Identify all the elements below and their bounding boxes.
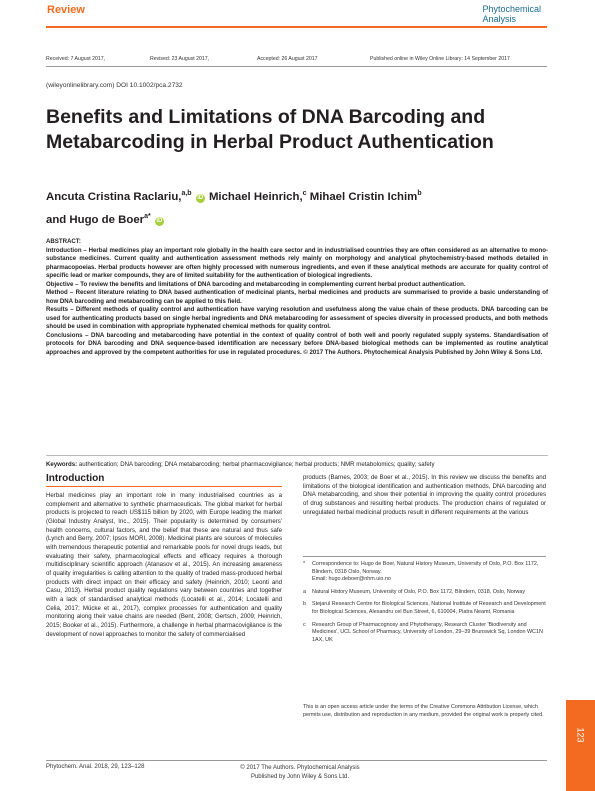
footnote-text: Stejarul Research Centre for Biological Sciences, National Institute of Research and Development for Biological Sciences, Alexandru cel Bun Street, 6, 610004, Piatra Neamt, Romania bbox=[312, 601, 546, 615]
correspondence-email[interactable]: Email: hugo.deboer@nhm.uio.no bbox=[312, 576, 391, 583]
author-name: Mihael Cristin Ichim bbox=[309, 190, 418, 203]
author-affiliation-mark: a,b bbox=[181, 190, 192, 197]
footnote-text: Natural History Museum, University of Oslo, P.O. Box 1172, Blindern, 0318, Oslo, Norway bbox=[312, 588, 526, 595]
author-affiliation-mark: c bbox=[302, 190, 307, 197]
author-affiliation-mark: b bbox=[417, 190, 422, 197]
abstract-method: Method – Recent literature relating to DNA based authentication of medicinal plants, herbal medicines and products are summarised to provide a basic understanding of how DNA barcoding and metabarcoding can be applied to this field. bbox=[46, 289, 548, 305]
footnote-affiliation-b bbox=[303, 601, 546, 616]
footnote-mark: c bbox=[303, 621, 306, 628]
orcid-icon[interactable]: iD bbox=[197, 194, 204, 201]
abstract bbox=[46, 238, 548, 357]
abstract-objective: Objective – To review the benefits and limitations of DNA barcoding and metabarcoding in complementing current herbal product authentication. bbox=[46, 280, 466, 288]
abstract-results: Results – Different methods of quality control and authentication have varying resolution and usefulness along the value chain of these products. DNA barcoding can be used for authenticating products based on single herbal ingredients and DNA metabarcoding for assessment of species diversity in processed products, and both methods should be used in combination with appropriate hyphenated chemical methods for quality control. bbox=[46, 306, 548, 330]
header-rule bbox=[46, 26, 547, 28]
footnote-affiliation-c bbox=[303, 622, 546, 645]
section-heading-introduction: Introduction bbox=[46, 473, 105, 484]
footer-copyright-line1: © 2017 The Authors. Phytochemical Analysis bbox=[240, 765, 360, 771]
footer-citation: Phytochem. Anal. 2018, 29, 123–128 bbox=[46, 764, 145, 770]
body-paragraph: Herbal medicines play an important role in many industrialised countries as a complement and alternative to synthetic pharmaceuticals. The global market for herbal products is projected to reach US$115 billion by 2020, with Europe leading the market (Global Industry Analyst, Inc., 2015). Their popularity is determined by consumers' health concerns, cultural factors, and the belief that these are natural and thus safe (Lynch and Berry, 2007; Ipsos MORI, 2008). Medicinal plants are sources of molecules with tremendous therapeutic potential and remarkable pools for novel drugs leads, but evaluating their safety, pharmacological effects and efficacy requires a thorough multidisciplinary scientific approach (Atanasov et al., 2015). An increasing awareness of quality irregularities is calling attention to the quality of traded mass-produced herbal products with direct impact on their efficacy and safety (Heinrich, 2010; Leonti and Casu, 2013). Herbal product quality regulations vary between countries and together with a lack of standardised analytical methods (Locatelli et al., 2014; Locatelli and Celia, 2017; Mücke et al., 2017), complex processes for authentication and quality monitoring along their value chains are needed (Bent, 2008; Gertsch, 2009; Heinrich, 2015; Booker et al., 2015). Furthermore, a challenge in herbal pharmacovigilance is the development of novel approaches to monitor the safety of commercialised bbox=[46, 492, 282, 638]
abstract-rule bbox=[46, 455, 548, 456]
page-number: 123 bbox=[575, 727, 586, 743]
footnote-mark: b bbox=[303, 601, 306, 608]
footer-copyright-line2: Published by John Wiley & Sons Ltd. bbox=[250, 773, 350, 780]
footnotes-rule bbox=[303, 556, 546, 557]
orcid-icon[interactable]: iD bbox=[156, 217, 163, 224]
article-type-tag: Review bbox=[47, 4, 85, 16]
footnote-text: Research Group of Pharmacognosy and Phytotherapy, Research Cluster 'Biodiversity and Medicines', UCL School of Pharmacy, University of London, 29–39 Brunswick Sq, London WC1N 1AX, UK bbox=[312, 621, 543, 643]
author-name: and Hugo de Boer bbox=[46, 213, 145, 226]
footnote-text: Correspondence to: Hugo de Boer, Natural History Museum, University of Oslo, P.O. Box 1172, Blindern, 0318 Oslo, Norway. bbox=[312, 561, 539, 575]
accepted-date: Accepted: 26 August 2017 bbox=[257, 56, 318, 62]
revised-date: Revised: 23 August 2017, bbox=[150, 56, 210, 62]
journal-logo bbox=[482, 4, 541, 24]
footnote-mark: a bbox=[303, 588, 306, 595]
open-access-notice: This is an open access article under the terms of the Creative Commons Attribution License, which permits use, distribution and reproduction in any medium, provided the original work is properly cited. bbox=[303, 704, 544, 718]
author-name: Ancuta Cristina Raclariu, bbox=[46, 190, 182, 203]
author-affiliation-mark: a* bbox=[144, 212, 151, 220]
dates-rule bbox=[46, 66, 547, 67]
footnote-affiliation-a bbox=[303, 589, 546, 597]
keywords-list: authentication; DNA barcoding; DNA metabarcoding; herbal pharmacovigilance; herbal products; NMR metabolomics; quality; safety bbox=[78, 461, 435, 468]
author-list bbox=[46, 184, 556, 230]
footer-copyright bbox=[200, 764, 400, 781]
keywords bbox=[46, 461, 548, 470]
abstract-heading: ABSTRACT: bbox=[46, 238, 81, 245]
body-column-left bbox=[46, 492, 282, 639]
footer-rule bbox=[46, 760, 547, 761]
body-paragraph: products (Barnes, 2003; de Boer et al., 2015). In this review we discuss the benefits and limitations of the biological identification and authentication methods, DNA barcoding and DNA metabarcoding, and show their potential in improving the quality control procedures of drug substances and resulting herbal products. The production chains of regulated or unregulated herbal medicinal products result in different requirements at the various bbox=[303, 474, 546, 516]
abstract-conclusions: Conclusions – DNA barcoding and metabarcoding have potential in the context of quality control of both well and poorly regulated supply systems. Standardisation of protocols for DNA barcoding and DNA sequence-based identification are necessary before DNA-based biological methods can be implemented as routine analytical approaches and approved by the competent authorities for use in regulated procedures. © 2017 The Authors. Phytochemical Analysis Published by John Wiley & Sons Ltd. bbox=[46, 331, 548, 356]
abstract-introduction: Introduction – Herbal medicines play an important role globally in the health care sector and in industrialised countries they are often considered as an alternative to mono-substance medicines. Current quality and authentication assessment methods rely mainly on morphology and analytical phytochemistry-based methods detailed in pharmacopoeias. Herbal products however are often highly processed with numerous ingredients, and even if these analytical methods are accurate for quality control of specific lead or marker compounds, they are of limited suitability for the authentication of biological ingredients. bbox=[46, 246, 548, 279]
footnote-mark: * bbox=[303, 561, 306, 567]
footnotes bbox=[303, 561, 546, 649]
doi-line: (wileyonlinelibrary.com) DOI 10.1002/pca.2732 bbox=[46, 82, 183, 89]
footnote-correspondence bbox=[303, 561, 546, 584]
article-title: Benefits and Limitations of DNA Barcoding and Metabarcoding in Herbal Product Authentication bbox=[46, 106, 494, 153]
body-column-right bbox=[303, 474, 546, 517]
section-heading-rule bbox=[46, 486, 282, 487]
keywords-label: Keywords: bbox=[46, 461, 78, 468]
published-date: Published online in Wiley Online Library: 14 September 2017 bbox=[370, 56, 510, 62]
author-name: Michael Heinrich, bbox=[208, 190, 303, 203]
received-date: Received: 7 August 2017, bbox=[46, 56, 106, 62]
journal-logo-line1: Phytochemical bbox=[482, 4, 541, 14]
journal-logo-line2: Analysis bbox=[482, 14, 516, 24]
